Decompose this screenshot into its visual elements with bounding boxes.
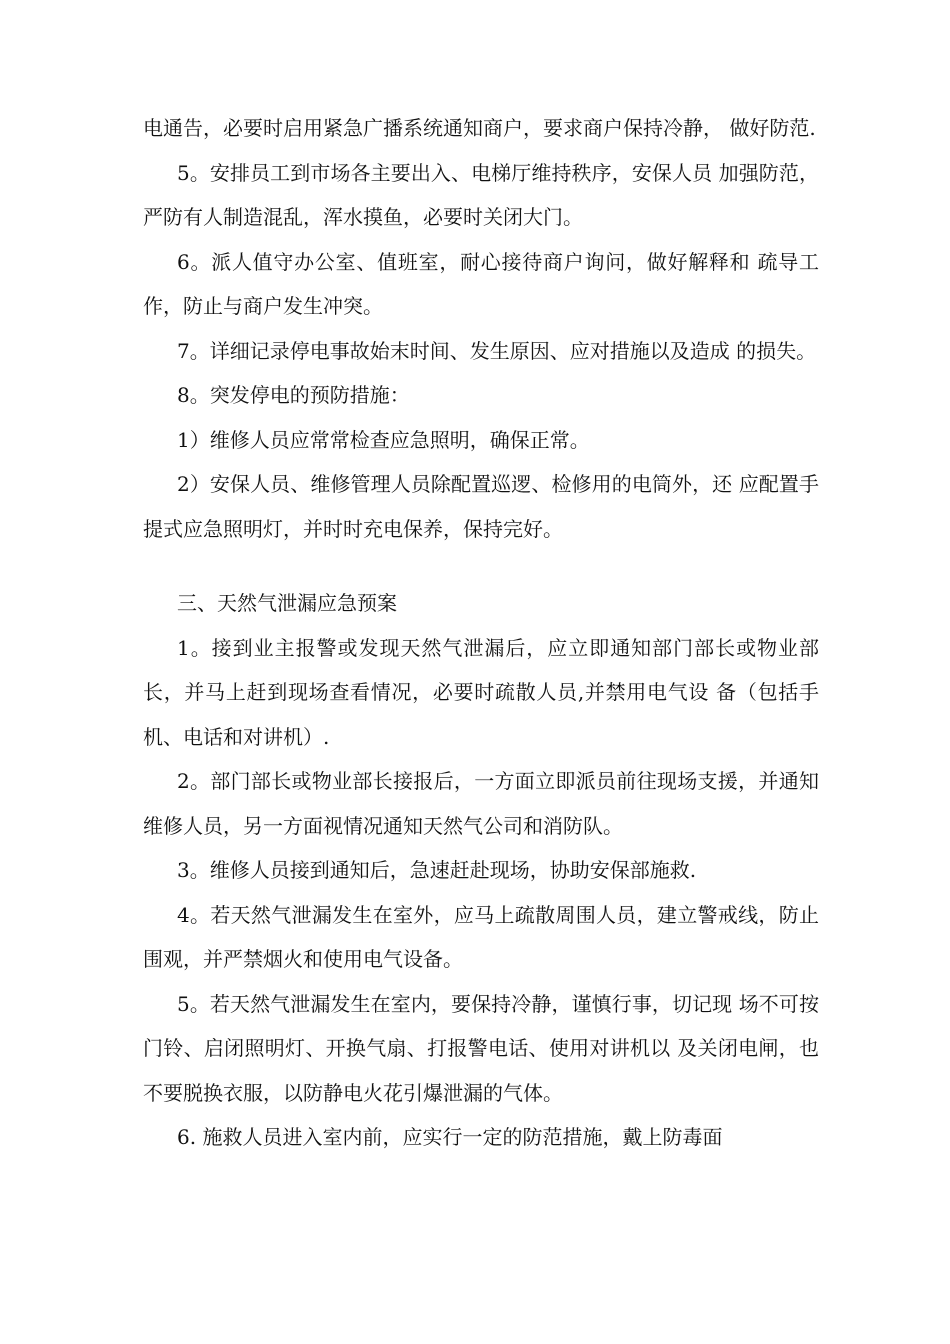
document-body bbox=[143, 106, 819, 1160]
section3-item-1: 1。接到业主报警或发现天然气泄漏后，应立即通知部门部长或物业部长，并马上赶到现场查看情况，必要时疏散人员,并禁用电气设 备（包括手机、电话和对讲机）. bbox=[143, 635, 819, 749]
section3-item-6: 6. 施救人员进入室内前，应实行一定的防范措施，戴上防毒面 bbox=[177, 1125, 723, 1149]
paragraph-item-8: 8。突发停电的预防措施： bbox=[177, 383, 410, 407]
paragraph-subitem-2: 2）安保人员、维修管理人员除配置巡逻、检修用的电筒外，还 应配置手提式应急照明灯，并时时充电保养，保持完好。 bbox=[143, 472, 819, 541]
section-heading: 三、天然气泄漏应急预案 bbox=[177, 591, 397, 615]
section3-item-3: 3。维修人员接到通知后，急速赶赴现场，协助安保部施救. bbox=[177, 858, 697, 882]
section3-item-4: 4。若天然气泄漏发生在室外，应马上疏散周围人员，建立警戒线，防止围观，并严禁烟火和使用电气设备。 bbox=[143, 902, 819, 971]
paragraph-item-7: 7。详细记录停电事故始末时间、发生原因、应对措施以及造成 的损失。 bbox=[177, 338, 817, 363]
section-spacer bbox=[143, 551, 819, 581]
paragraph-notice-continued: 电通告，必要时启用紧急广播系统通知商户，要求商户保持冷静， 做好防范. bbox=[143, 116, 816, 140]
paragraph-item-6: 6。派人值守办公室、值班室，耐心接待商户询问，做好解释和 疏导工作，防止与商户发生冲突。 bbox=[143, 249, 819, 318]
paragraph-subitem-1: 1）维修人员应常常检查应急照明，确保正常。 bbox=[177, 427, 590, 452]
section3-item-2: 2。部门部长或物业部长接报后，一方面立即派员前往现场支援，并通知维修人员，另一方面视情况通知天然气公司和消防队。 bbox=[143, 769, 819, 838]
paragraph-item-5: 5。安排员工到市场各主要出入、电梯厅维持秩序，安保人员 加强防范，严防有人制造混乱，浑水摸鱼，必要时关闭大门。 bbox=[143, 160, 819, 229]
section3-item-5: 5。若天然气泄漏发生在室内，要保持冷静，谨慎行事，切记现 场不可按门铃、启闭照明灯、开换气扇、打报警电话、使用对讲机以 及关闭电闸，也不要脱换衣服，以防静电火花引爆泄漏的气体。 bbox=[143, 991, 819, 1105]
